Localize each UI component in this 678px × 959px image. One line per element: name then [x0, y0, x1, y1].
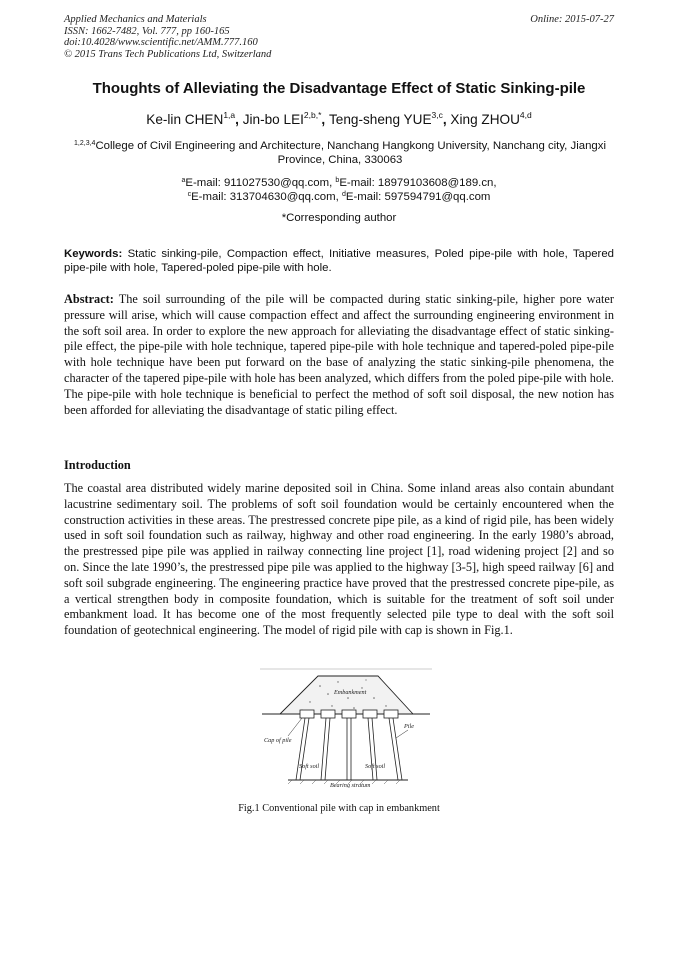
email-label: E-mail:: [345, 191, 385, 203]
abstract-label: Abstract:: [64, 292, 114, 306]
affiliation-sup: 1,2,3,4: [74, 140, 96, 147]
piles: [296, 718, 402, 780]
copyright: © 2015 Trans Tech Publications Ltd, Switzerland: [64, 48, 272, 60]
email-link[interactable]: 18979103608@189.cn: [377, 177, 494, 189]
email-label: E-mail:: [185, 177, 224, 189]
email-label: E-mail:: [191, 191, 230, 203]
paper-title: Thoughts of Alleviating the Disadvantage Effect of Static Sinking-pile: [92, 80, 586, 97]
corresponding-author-note: *Corresponding author: [281, 212, 397, 224]
soft-soil-right-label: Soft soil: [365, 763, 386, 770]
doi: doi:10.4028/www.scientific.net/AMM.777.160: [64, 37, 258, 49]
author-name: Jin-bo LEI: [242, 112, 304, 127]
email-link[interactable]: 911027530@qq.com: [223, 177, 330, 189]
keywords: [64, 247, 614, 275]
affiliation: [54, 139, 626, 167]
author-sup: 4,d: [519, 110, 532, 120]
cap-label: Cap of pile: [264, 737, 292, 744]
affiliation-text: College of Civil Engineering and Architecture, Nanchang Hangkong University, Nanchang city, Jiangxi Province, China, 330063: [95, 140, 606, 166]
introduction-text: The coastal area distributed widely marine deposited soil in China. Some inland areas also contain abundant lacustrine sedimentary soil. The problems of soft soil foundation would be certainly encountered when the construction activities in these areas. The prestressed concrete pipe pile, as a kind of rigid pile, has been widely used in soft soil foundation such as railway, highway and other road engineering. In the early 1980’s abroad, the prestressed pipe pile was applied in railway connecting line project [1], road widening project [2] and so on. Since the late 1990’s, the prestressed pipe pile was applied to the highway [3-5], high speed railway [6] and soft soil subgrade engineering. The engineering practice have proved that the prestressed concrete pipe-pile, as a vertical strengthen body in composite foundation, which is suitable for the treatment of soft soil under embankment load. It has become one of the most frequently selected pile type to deal with the soft soil foundation of geotechnical engineering. The model of rigid pile with cap is shown in Fig.1.: [64, 481, 614, 638]
figure-caption: Fig.1 Conventional pile with cap in embankment: [238, 803, 440, 814]
email-sup: b: [335, 177, 340, 184]
pile-label: Pile: [404, 723, 414, 730]
online-date: Online: 2015-07-27: [530, 14, 614, 25]
author-name: Teng-sheng YUE: [328, 112, 432, 127]
author-sup: 2,b,*: [303, 110, 322, 120]
email-block: $^a$E-mail: 911027530@qq.com, $^b$E-mail: 18979103608@189.cn, $^c$E-mail: 313704630@qq.com, $^d$E-mail: 597594791@qq.com: [181, 177, 497, 203]
abstract: [64, 292, 614, 418]
email-link[interactable]: 597594791@qq.com: [384, 191, 491, 203]
journal-header: [64, 14, 271, 60]
email-sup: a: [181, 177, 186, 184]
author-sup: 1,a: [223, 110, 236, 120]
author-list: Ke-lin CHEN$^{1,a}$, Jin-bo $LEI^{2,b,*}$, Teng-sheng YUE$^{3,c}$, Xing ZHOU$^{4,d}$: [146, 110, 532, 127]
author-name: Xing ZHOU: [450, 112, 520, 127]
soft-soil-left-label: Soft soil: [299, 763, 320, 770]
keywords-label: Keywords:: [64, 248, 123, 260]
embankment-label: Embankment: [334, 689, 367, 696]
email-label: E-mail:: [339, 177, 378, 189]
author-name: Ke-lin CHEN: [146, 112, 224, 127]
bearing-label: Bearing stratum: [330, 782, 371, 788]
figure-pile-diagram: [258, 668, 434, 788]
section-heading: Introduction: [64, 458, 131, 472]
author-sup: 3,c: [431, 110, 443, 120]
issn: ISSN: 1662-7482, Vol. 777, pp 160-165: [64, 25, 230, 37]
journal-name: Applied Mechanics and Materials: [64, 14, 207, 25]
email-sup: c: [187, 191, 192, 198]
email-sup: d: [341, 191, 346, 198]
keywords-text: Static sinking-pile, Compaction effect, Initiative measures, Poled pipe-pile with hole, Tapered pipe-pile with hole, Tapered-poled pipe-pile with hole.: [64, 248, 614, 274]
abstract-text: The soil surrounding of the pile will be compacted during static sinking-pile, higher pore water pressure will arise, which will cause compaction effect and affect the surrounding engineering environment in the soft soil area. In order to explore the new approach for alleviating the disadvantage effect of static sinking-pile effect, the pipe-pile with hole technique, tapered pipe-pile with hole technique and tapered-poled pipe-pile with hole technique have been put forward on the base of analyzing the static sinking-pile phenomena, the character of the tapered pipe-pile with hole has been analyzed, which differs from the poled pipe-pile with hole. The pipe-pile with hole technique is beneficial to perfect the method of soft soil disposal, the new notion has been afforded for alleviating the disadvantage of static piling effect.: [64, 292, 614, 417]
email-link[interactable]: 313704630@qq.com: [229, 191, 336, 203]
